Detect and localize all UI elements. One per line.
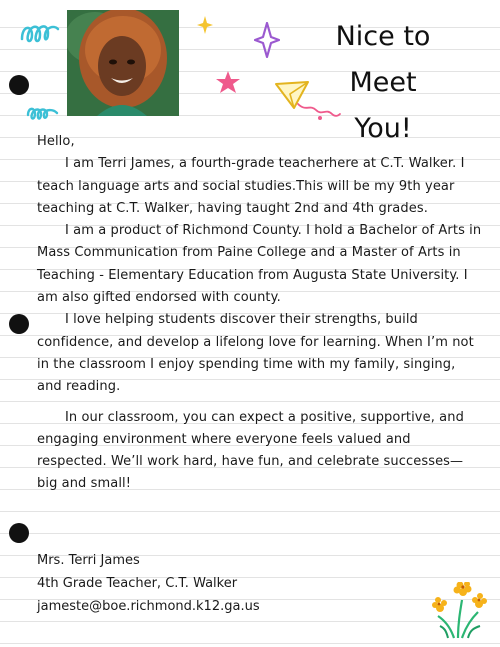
- diamond-sparkle-icon: [254, 22, 280, 58]
- signature-block: [37, 549, 260, 618]
- title-line-3: You!: [354, 113, 412, 144]
- signature-email[interactable]: jameste@boe.richmond.k12.ga.us: [37, 599, 260, 614]
- binder-hole-middle: [9, 314, 29, 334]
- paragraph-education: I am a product of Richmond County. I hold a Bachelor of Arts in Mass Communication from Paine College and a Master of Arts in Teaching - Elementary Education from Augusta State University. I am also gifted endorsed with county.: [37, 223, 482, 306]
- teal-wave-icon: [25, 103, 65, 125]
- paragraph-interests: I love helping students discover their strengths, build confidence, and develop a lifelong love for learning. When I’m not in the classroom I enjoy spending time with my family, singing, and reading.: [37, 312, 474, 395]
- greeting: Hello,: [37, 134, 75, 149]
- binder-hole-bottom: [9, 523, 29, 543]
- binder-hole-top: [9, 75, 29, 95]
- title-line-2: Meet: [349, 67, 417, 98]
- letter-body: [37, 131, 482, 496]
- sparkle-icon: [197, 16, 213, 34]
- paragraph-classroom: In our classroom, you can expect a positive, supportive, and engaging environment where everyone feels valued and respected. We’ll work hard, have fun, and celebrate successes—big and small!: [37, 409, 464, 492]
- teal-squiggle-icon: [18, 17, 62, 51]
- pink-star-icon: [215, 70, 241, 94]
- signature-name: Mrs. Terri James: [37, 553, 140, 568]
- teacher-photo: [67, 10, 179, 116]
- signature-role: 4th Grade Teacher, C.T. Walker: [37, 576, 238, 591]
- paragraph-intro: I am Terri James, a fourth-grade teacherhere at C.T. Walker. I teach language arts and social studies.This will be my 9th year teaching at C.T. Walker, having taught 2nd and 4th grades.: [37, 156, 465, 216]
- title-line-1: Nice to: [335, 21, 431, 52]
- flower-pot-icon: [430, 582, 488, 640]
